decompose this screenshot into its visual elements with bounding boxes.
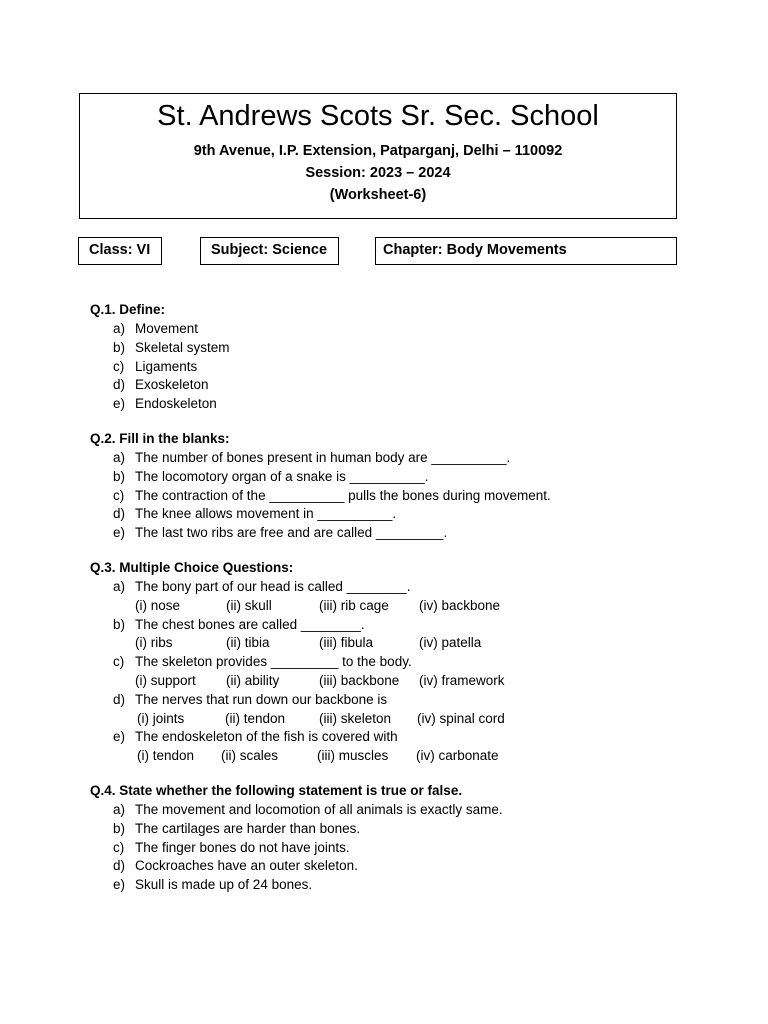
mcq-options (90, 634, 690, 653)
mcq-options (90, 710, 690, 729)
option: (i) tendon (137, 748, 195, 764)
option: (iii) fibula (319, 635, 374, 651)
item-marker: d) (113, 506, 126, 522)
question-1-title: Q.1. Define: (90, 302, 166, 317)
item-marker: b) (113, 339, 126, 355)
list-item (90, 524, 690, 543)
list-item (90, 376, 690, 395)
item-marker: a) (113, 321, 126, 336)
mcq-item (90, 578, 690, 597)
option: (iv) spinal cord (417, 710, 505, 726)
option: (iv) carbonate (416, 748, 499, 764)
item-marker: c) (113, 654, 125, 670)
item-marker: c) (113, 839, 125, 855)
item-text: The locomotory organ of a snake is __________. (135, 468, 429, 484)
mcq-options (90, 747, 690, 766)
list-item (90, 487, 690, 506)
question-4-title: Q.4. State whether the following statement is true or false. (90, 782, 463, 798)
item-text: The cartilages are harder than bones. (135, 820, 361, 836)
item-text: The contraction of the __________ pulls the bones during movement. (135, 487, 551, 503)
option: (i) support (135, 672, 196, 688)
list-item (90, 449, 690, 468)
item-text: Ligaments (135, 358, 198, 374)
option: (i) nose (135, 597, 181, 613)
mcq-item (90, 616, 690, 635)
question-2-title: Q.2. Fill in the blanks: (90, 430, 230, 446)
mcq-item (90, 691, 690, 710)
item-text: Skeletal system (135, 339, 230, 355)
class-box: Class: VI (78, 237, 162, 265)
item-text: The endoskeleton of the fish is covered with (135, 729, 398, 745)
item-text: The chest bones are called ________. (135, 616, 365, 632)
item-marker: b) (113, 820, 126, 836)
mcq-item (90, 728, 690, 747)
list-item (90, 820, 690, 839)
item-marker: d) (113, 377, 126, 393)
item-marker: b) (113, 616, 126, 632)
item-text: Exoskeleton (135, 377, 209, 393)
item-text: The nerves that run down our backbone is (135, 691, 388, 707)
item-marker: a) (113, 801, 126, 817)
item-marker: c) (113, 358, 125, 374)
option: (i) ribs (135, 635, 173, 651)
mcq-item (90, 653, 690, 672)
mcq-options (90, 597, 690, 616)
option: (ii) skull (226, 597, 272, 613)
item-text: The finger bones do not have joints. (135, 839, 350, 855)
chapter-box: Chapter: Body Movements (375, 237, 677, 265)
list-item (90, 320, 690, 339)
item-marker: a) (113, 578, 126, 594)
option: (ii) ability (226, 672, 280, 688)
school-name: St. Andrews Scots Sr. Sec. School (157, 100, 599, 132)
school-address: 9th Avenue, I.P. Extension, Patparganj, Delhi – 110092 (193, 143, 563, 159)
worksheet-number: (Worksheet-6) (329, 187, 427, 203)
list-item (90, 876, 690, 895)
item-text: The number of bones present in human body are __________. (135, 449, 511, 465)
item-marker: c) (113, 487, 125, 503)
item-text: The last two ribs are free and are called _________. (135, 525, 448, 541)
item-marker: d) (113, 691, 126, 707)
option: (i) joints (137, 710, 185, 726)
item-text: Skull is made up of 24 bones. (135, 877, 313, 893)
item-text: The knee allows movement in __________. (135, 506, 397, 522)
item-marker: d) (113, 858, 126, 874)
item-marker: e) (113, 396, 126, 412)
list-item (90, 839, 690, 858)
item-marker: a) (113, 449, 126, 465)
option: (iii) backbone (319, 672, 400, 688)
option: (iii) rib cage (319, 597, 389, 613)
list-item (90, 801, 690, 820)
item-marker: e) (113, 729, 126, 745)
option: (iv) framework (419, 672, 505, 688)
option: (iii) muscles (317, 748, 389, 764)
option: (iv) patella (419, 635, 482, 651)
list-item (90, 505, 690, 524)
option: (iii) skeleton (319, 710, 392, 726)
option: (ii) tendon (225, 710, 286, 726)
item-text: Movement (135, 321, 199, 336)
worksheet-questions (90, 300, 690, 895)
question-3-title: Q.3. Multiple Choice Questions: (90, 559, 294, 575)
list-item (90, 395, 690, 414)
list-item (90, 339, 690, 358)
item-text: Cockroaches have an outer skeleton. (135, 858, 358, 874)
school-header (79, 93, 677, 219)
list-item (90, 468, 690, 487)
list-item (90, 857, 690, 876)
mcq-options (90, 672, 690, 691)
item-text: Endoskeleton (135, 396, 217, 412)
item-marker: e) (113, 877, 126, 893)
item-text: The movement and locomotion of all animals is exactly same. (135, 801, 503, 817)
option: (iv) backbone (419, 597, 501, 613)
item-marker: e) (113, 525, 126, 541)
subject-box: Subject: Science (200, 237, 339, 265)
item-text: The skeleton provides _________ to the body. (135, 654, 412, 670)
item-marker: b) (113, 468, 126, 484)
list-item (90, 358, 690, 377)
item-text: The bony part of our head is called ________. (135, 578, 411, 594)
session-line: Session: 2023 – 2024 (305, 165, 451, 181)
option: (ii) scales (221, 748, 279, 764)
option: (ii) tibia (226, 635, 270, 651)
